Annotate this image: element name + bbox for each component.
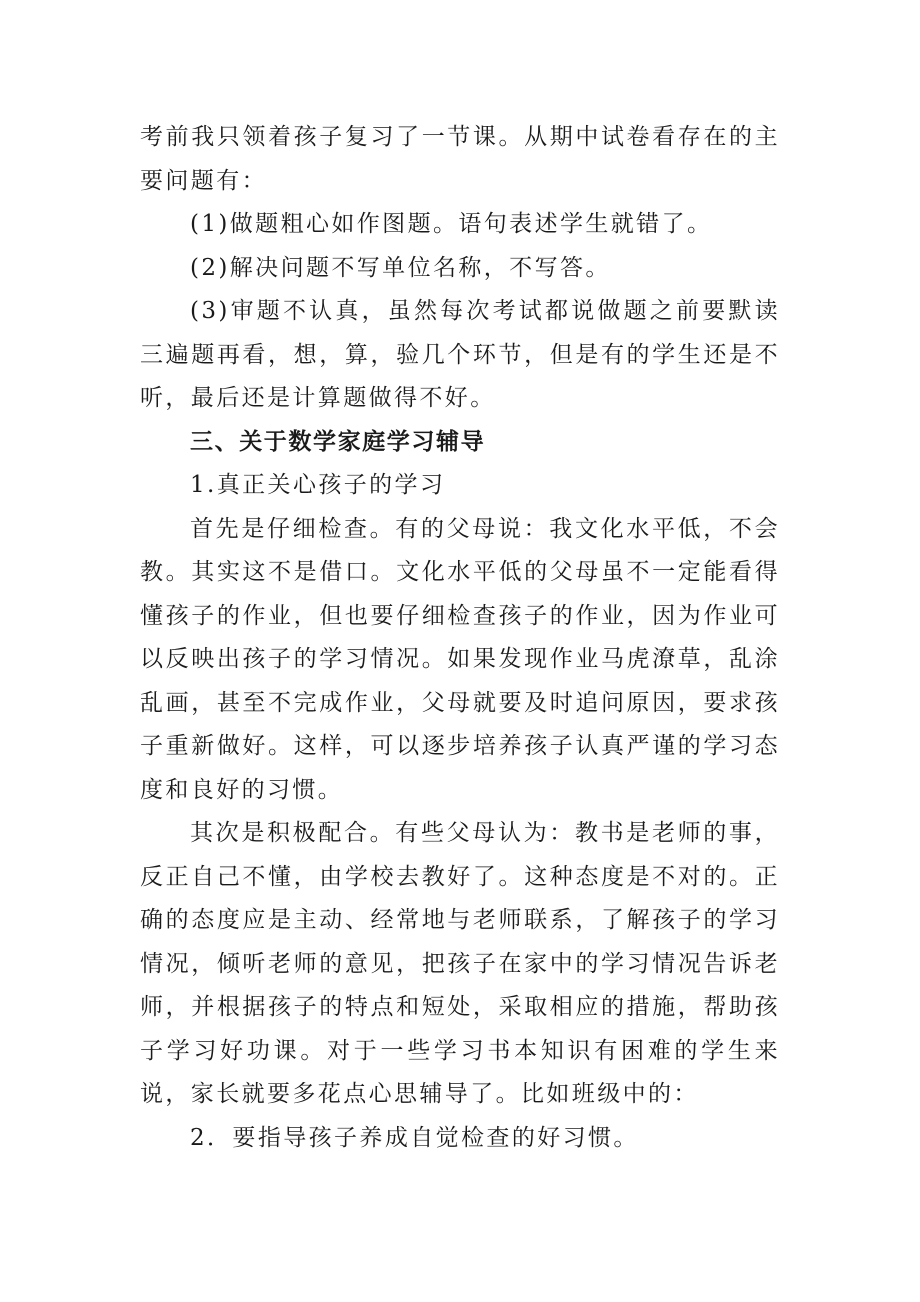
- paragraph-check-homework: 首先是仔细检查。有的父母说：我文化水平低，不会教。其实这不是借口。文化水平低的父母虽不一定能看得懂孩子的作业，但也要仔细检查孩子的作业，因为作业可以反映出孩子的学习情况。如果发现作业马虎潦草，乱涂乱画，甚至不完成作业，父母就要及时追问原因，要求孩子重新做好。这样，可以逐步培养孩子认真严谨的学习态度和良好的习惯。: [140, 515, 780, 803]
- section-heading: 三、关于数学家庭学习辅导: [190, 428, 486, 455]
- list-item-2: (2)解决问题不写单位名称，不写答。: [190, 254, 611, 281]
- subheading-1: 1.真正关心孩子的学习: [190, 472, 446, 498]
- document-body: [140, 116, 780, 1160]
- list-item-3: (3)审题不认真，虽然每次考试都说做题之前要默读三遍题再看，想，算，验几个环节，但是有的学生还是不听，最后还是计算题做得不好。: [140, 298, 780, 411]
- subheading-2: 2．要指导孩子养成自觉检查的好习惯。: [190, 1124, 639, 1151]
- paragraph-intro: 考前我只领着孩子复习了一节课。从期中试卷看存在的主要问题有：: [140, 124, 780, 194]
- list-item-1: (1)做题粗心如作图题。语句表述学生就错了。: [190, 211, 713, 237]
- paragraph-cooperate: 其次是积极配合。有些父母认为：教书是老师的事，反正自己不懂，由学校去教好了。这种态度是不对的。正确的态度应是主动、经常地与老师联系，了解孩子的学习情况，倾听老师的意见，把孩子在家中的学习情况告诉老师，并根据孩子的特点和短处，采取相应的措施，帮助孩子学习好功课。对于一些学习书本知识有困难的学生来说，家长就要多花点心思辅导了。比如班级中的：: [140, 820, 780, 1107]
